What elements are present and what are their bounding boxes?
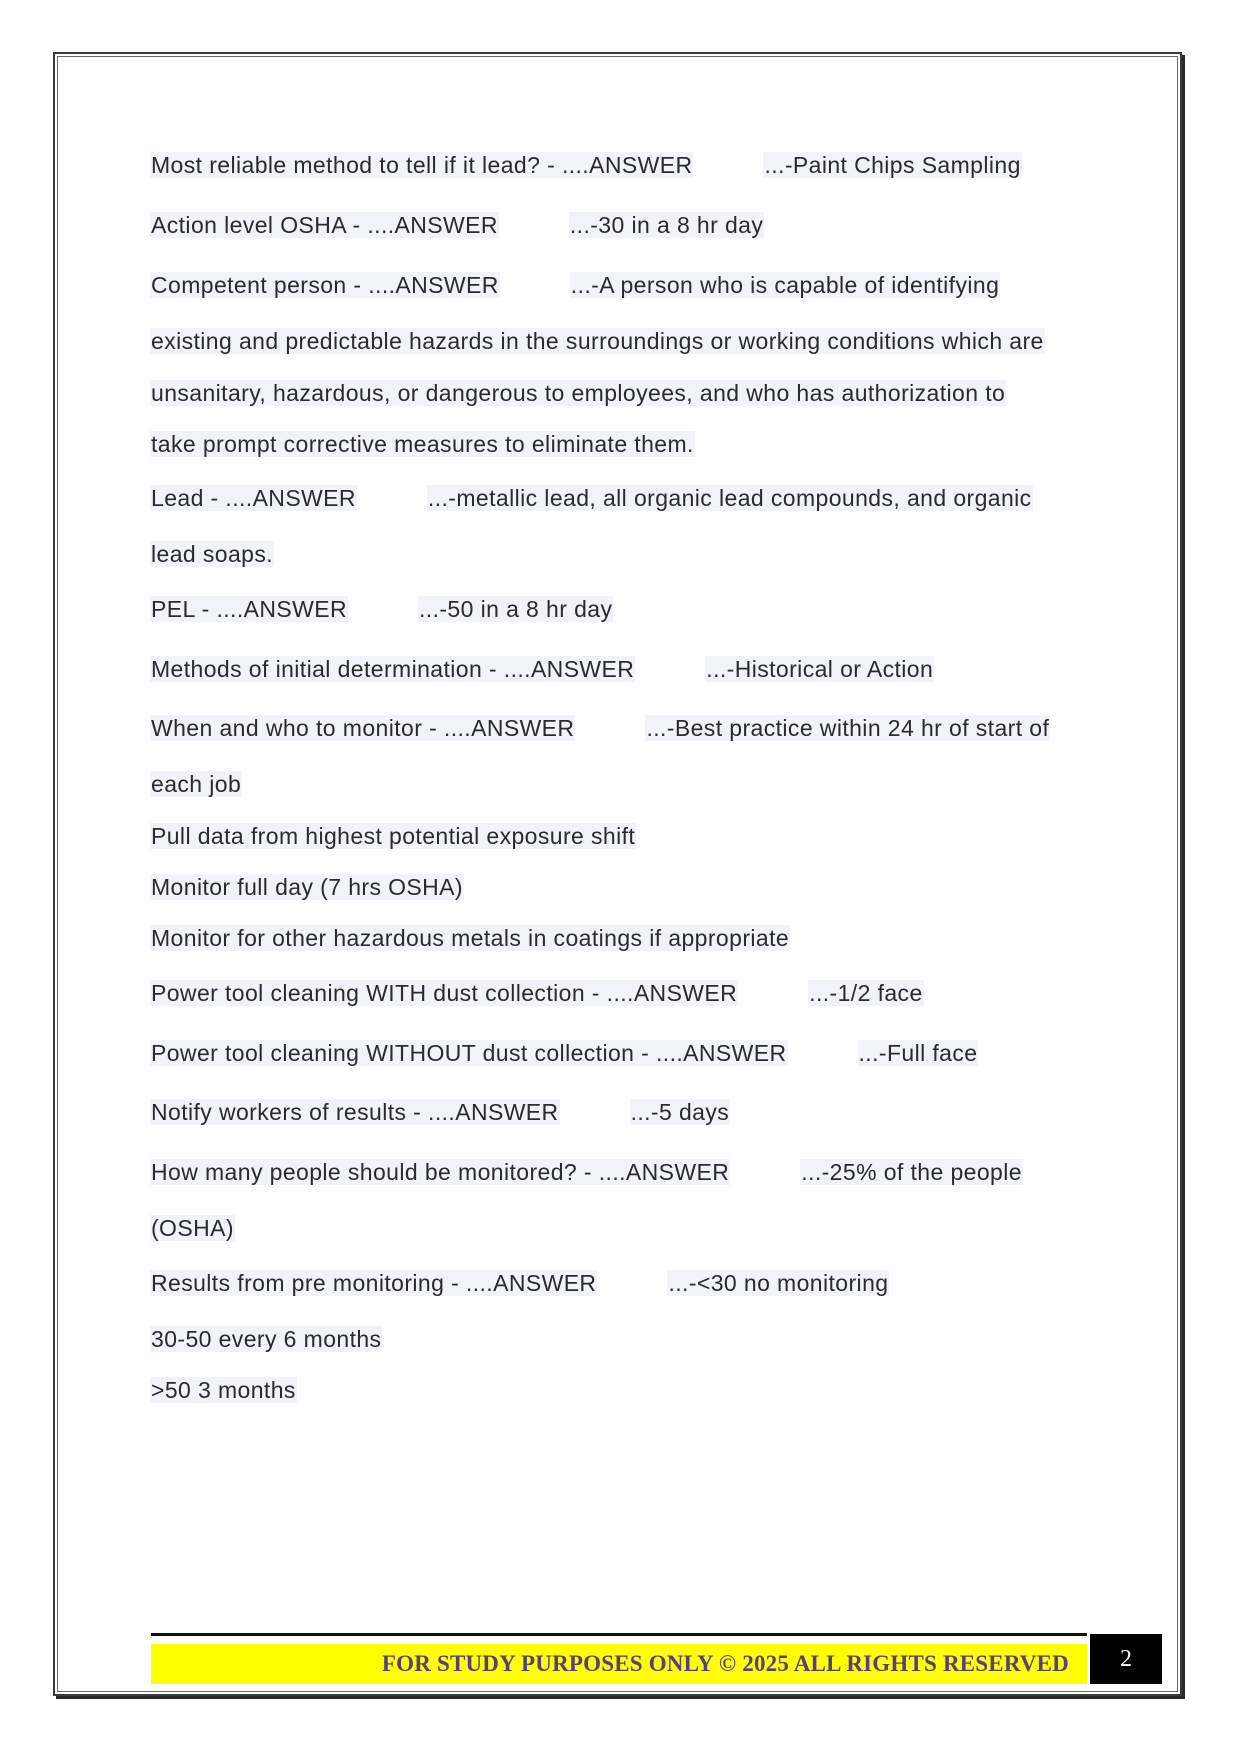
- body-text: take prompt corrective measures to eliminate them.: [151, 431, 694, 457]
- body-text: 30-50 every 6 months: [151, 1326, 382, 1352]
- answer-text: ...-Historical or Action: [706, 656, 934, 682]
- page-number: 2: [1120, 1645, 1132, 1672]
- question-text: Lead - ....ANSWER: [151, 485, 356, 511]
- answer-text: ...-1/2 face: [809, 980, 923, 1006]
- qa-line: [150, 483, 1033, 513]
- question-text: When and who to monitor - ....ANSWER: [151, 715, 575, 741]
- footer-divider: [151, 1633, 1087, 1636]
- answer-text: ...-<30 no monitoring: [668, 1270, 889, 1296]
- qa-line: [150, 594, 613, 624]
- qa-line: [150, 1097, 730, 1127]
- question-text: How many people should be monitored? - ....ANSWER: [151, 1159, 730, 1185]
- question-text: Power tool cleaning WITHOUT dust collection - ....ANSWER: [151, 1040, 787, 1066]
- text-line: [150, 821, 636, 851]
- text-line: [150, 769, 242, 799]
- answer-text: ...-Full face: [858, 1040, 978, 1066]
- answer-text: ...-25% of the people: [801, 1159, 1022, 1185]
- qa-line: [150, 150, 1022, 180]
- question-text: Most reliable method to tell if it lead? - ....ANSWER: [151, 152, 693, 178]
- body-text: Monitor full day (7 hrs OSHA): [151, 874, 463, 900]
- qa-line: [150, 210, 764, 240]
- answer-text: ...-Best practice within 24 hr of start of: [646, 715, 1050, 741]
- body-text: existing and predictable hazards in the surroundings or working conditions which are: [151, 328, 1044, 354]
- body-text: unsanitary, hazardous, or dangerous to employees, and who has authorization to: [151, 380, 1006, 406]
- question-text: Methods of initial determination - ....ANSWER: [151, 656, 635, 682]
- answer-text: ...-30 in a 8 hr day: [569, 212, 764, 238]
- question-text: PEL - ....ANSWER: [151, 596, 347, 622]
- text-line: [150, 1375, 297, 1405]
- question-text: Power tool cleaning WITH dust collection - ....ANSWER: [151, 980, 738, 1006]
- qa-line: [150, 978, 924, 1008]
- qa-line: [150, 1268, 889, 1298]
- text-line: [150, 378, 1006, 408]
- body-text: lead soaps.: [151, 541, 274, 567]
- question-text: Action level OSHA - ....ANSWER: [151, 212, 498, 238]
- body-text: Monitor for other hazardous metals in coatings if appropriate: [151, 925, 790, 951]
- answer-text: ...-Paint Chips Sampling: [764, 152, 1021, 178]
- page-number-box: [1090, 1634, 1162, 1684]
- question-text: Competent person - ....ANSWER: [151, 272, 499, 298]
- qa-line: [150, 1157, 1023, 1187]
- question-text: Results from pre monitoring - ....ANSWER: [151, 1270, 597, 1296]
- qa-line: [150, 713, 1050, 743]
- text-line: [150, 429, 695, 459]
- qa-line: [150, 1038, 978, 1068]
- answer-text: ...-5 days: [630, 1099, 730, 1125]
- answer-text: ...-50 in a 8 hr day: [418, 596, 613, 622]
- footer-notice: FOR STUDY PURPOSES ONLY © 2025 ALL RIGHTS RESERVED: [381, 1651, 1069, 1676]
- text-line: [150, 539, 274, 569]
- body-text: each job: [151, 771, 242, 797]
- text-line: [150, 923, 790, 953]
- body-text: >50 3 months: [151, 1377, 296, 1403]
- body-text: Pull data from highest potential exposure shift: [151, 823, 636, 849]
- qa-line: [150, 270, 1000, 300]
- body-text: (OSHA): [151, 1215, 234, 1241]
- text-line: [150, 1213, 235, 1243]
- text-line: [150, 326, 1045, 356]
- answer-text: ...-A person who is capable of identifying: [570, 272, 1000, 298]
- answer-text: ...-metallic lead, all organic lead compounds, and organic: [427, 485, 1032, 511]
- text-line: [150, 1324, 382, 1354]
- footer-notice-bar: [151, 1644, 1087, 1684]
- question-text: Notify workers of results - ....ANSWER: [151, 1099, 559, 1125]
- text-line: [150, 872, 464, 902]
- qa-line: [150, 654, 934, 684]
